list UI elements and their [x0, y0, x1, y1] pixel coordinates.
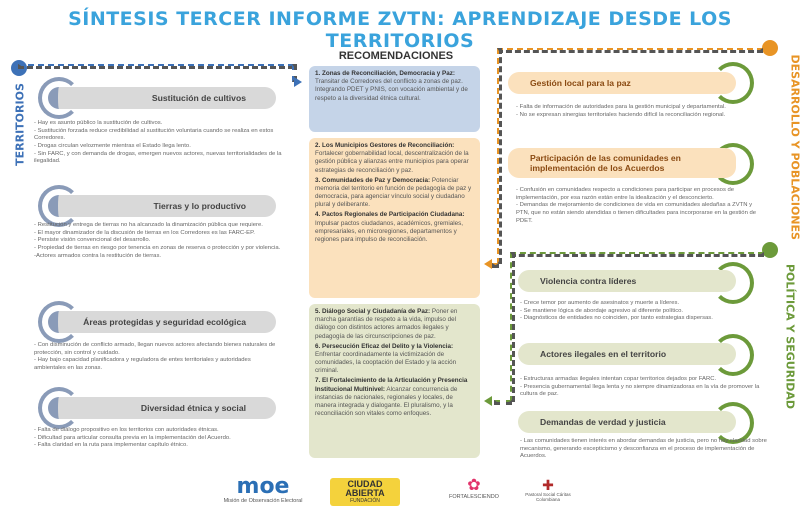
ciudad-abierta-name: CIUDAD ABIERTA — [345, 479, 385, 498]
moe-logo-subtitle: Misión de Observación Electoral — [223, 498, 303, 504]
rec-text: Impulsar pactos ciudadanos, académicos, gremiales, empresariales, en microregiones, departamentos y regiones para impulso de reconciliación. — [315, 219, 464, 243]
rec-text: Poner en marcha garantías de respeto a la vida, impulso del diálogo con distintos actores armados ilegales y pedagogía de las circunscripciones de paz. — [315, 308, 458, 340]
politica-arrow — [484, 396, 492, 406]
bullet: - Sustitución forzada reduce credibilidad al sustitución voluntaria cuando se realiza en estos Corredores. — [34, 127, 274, 142]
bar-label: Violencia contra líderes — [540, 276, 637, 286]
bar-sustitucion — [48, 87, 276, 109]
politica-dash-diag — [494, 400, 512, 405]
rec-heading: 4. Pactos Regionales de Participación Ciudadana: — [315, 211, 465, 219]
bullet: - No se expresan sinergias territoriales haciendo difícil la reconciliación regional. — [516, 111, 726, 118]
fortalesciendo-logo — [440, 478, 508, 500]
rec-text: Transitar de Corredores del conflicto a zonas de paz. Integrando PDET y PNIS, con vocación ambiental y de respeto a la diversidad étnica cultural. — [315, 78, 468, 102]
rec-text: Alcanzar concurrencia de instancias de nacionales, regionales y locales, de manera integrada y dialogante. El pluralismo, y la reconciliación son vitales como enfoques. — [315, 385, 458, 418]
bullets-diversidad — [34, 427, 282, 450]
pastoral-logo — [518, 478, 578, 502]
recommendation-box-green — [309, 304, 480, 458]
politica-label: POLÍTICA Y SEGURIDAD — [783, 263, 797, 410]
rec-text: Fortalecer gobernabilidad local, descentralización de la gestión pública y alianzas entre municipios para operar estrategias de reconciliación y paz. — [315, 150, 469, 174]
ciudad-abierta-logo — [330, 478, 400, 506]
bullet: - Presencia gubernamental llega lenta y no siempre dinamizadoras en la vía de promover la cultura de paz. — [520, 383, 760, 398]
bullet: - Las comunidades tienen interés en abordar demandas de justicia, pero no hay claridad sobre mecanismo, generando escepticismo y desconfianza en el proceso de implementación de Acuerdos. — [520, 438, 767, 460]
bullets-violencia — [520, 300, 760, 323]
bullet: - Falta de información de autoridades para la gestión municipal y departamental. — [516, 104, 726, 110]
fortalesciendo-name: FORTALESCIENDO — [449, 494, 499, 500]
bullet: - Falta claridad en la ruta para implementar capítulo étnico. — [34, 442, 188, 449]
bar-demandas — [518, 411, 736, 433]
bullet: - Hay es asunto público la sustitución de cultivos. — [34, 120, 163, 126]
bullets-demandas — [520, 438, 770, 461]
desarrollo-dash-top — [497, 48, 763, 53]
bullets-sustitucion — [34, 120, 282, 166]
rec-heading: 3. Comunidades de Paz y Democracia: — [315, 176, 431, 184]
bar-participacion — [508, 148, 736, 178]
bar-label: Áreas protegidas y seguridad ecológica — [83, 317, 246, 327]
bullets-gestion — [516, 104, 766, 119]
bullet: - Crece temor por aumento de asesinatos y muerte a líderes. — [520, 300, 680, 306]
cross-icon: ✚ — [542, 477, 554, 493]
bullets-tierras — [34, 222, 282, 260]
bar-areas — [48, 311, 276, 333]
bar-label: Diversidad étnica y social — [140, 403, 246, 413]
bullet: - El mayor dinamizador de la discusión de tierras en los Corredores es las FARC-EP. — [34, 229, 255, 236]
bullet: - Sin FARC, y con demanda de drogas, emergen nuevos actores, nuevas territorialidades de la ilegalidad. — [34, 150, 282, 165]
flower-icon: ✿ — [467, 477, 481, 494]
bullets-participacion — [516, 187, 766, 225]
bullet: - Propiedad de tierras en riesgo por tenencia en zonas de reserva o protección y por violencia. — [34, 245, 281, 252]
bar-actores — [518, 343, 736, 365]
bullet: - Drogas circulan velozmente mientras el Estado llega lento. — [34, 143, 191, 150]
bar-label: Tierras y lo productivo — [153, 201, 246, 211]
recommendation-box-blue — [309, 66, 480, 132]
bar-gestion — [508, 72, 736, 94]
bullets-actores — [520, 376, 770, 399]
bar-label: Gestión local para la paz — [530, 78, 631, 88]
moe-logo — [208, 476, 318, 504]
bullet: - Demandas de mejoramiento de condiciones de vida en comunidades aledañas a ZVTN y PTN, que no están siendo atendidas o tienen dificultades para incorporarse en la gestión de PDET. — [516, 202, 757, 224]
bar-violencia — [518, 270, 736, 292]
bullet: - Dificultad para articular consulta previa en la implementación del Acuerdo. — [34, 434, 231, 441]
rec-heading: 5. Diálogo Social y Ciudadanía de Paz: — [315, 308, 431, 315]
bullet: - Persiste visión convencional del desarrollo. — [34, 237, 151, 244]
politica-dash-top — [510, 252, 764, 257]
bullet: -Actores armados contra la restitución de tierras. — [34, 252, 162, 259]
rec-heading: 7. El Fortalecimiento de la Articulación y Presencia Institucional Multinivel: — [315, 377, 468, 393]
bar-diversidad — [48, 397, 276, 419]
bullet: - Hay bajo capacidad planificadora y reguladora de entes territoriales y autoridades ambientales en las zonas. — [34, 357, 251, 372]
rec-heading: 6. Persecución Eficaz del Delito y la Violencia: — [315, 342, 454, 350]
desarrollo-dot — [762, 40, 778, 56]
rec-heading: 1. Zonas de Reconciliación, Democracia y Paz: — [315, 70, 455, 77]
politica-dot — [762, 242, 778, 258]
bar-tierras — [48, 195, 276, 217]
bullet: - Estructuras armadas ilegales intentan copar territorios dejados por FARC. — [520, 376, 717, 382]
politica-dash-down — [510, 252, 515, 402]
desarrollo-dash-horizontal — [492, 263, 499, 268]
bullet: - Confusión en comunidades respecto a condiciones para participar en procesos de implementación, por esa razón están entre la idealización y el desconcierto. — [516, 187, 735, 201]
territorios-arrow — [294, 77, 302, 87]
recommendation-box-orange — [309, 138, 480, 298]
bullet: - Se mantiene lógica de abordaje agresivo al diferente político. — [520, 307, 684, 314]
ciudad-abierta-subtitle: FUNDACIÓN — [350, 498, 380, 504]
bar-label: Actores ilegales en el territorio — [540, 349, 667, 359]
rec-text: Enfrentar coordinadamente la victimización de comunidades, la cooptación del Estado y la acción criminal. — [315, 350, 457, 375]
bullet: - Diagnósticos de entidades no coinciden, por tanto estrategias dispersas. — [520, 315, 713, 322]
bullet: - Con disminución de conflicto armado, llegan nuevos actores afectando bienes naturales de protección, sin control y cuidado. — [34, 342, 276, 356]
rec-text: Potenciar memoria del territorio en función de pedagogía de paz y democracia, para agenciar vínculo social y ciudadano plural y deliberante. — [315, 176, 472, 209]
moe-logo-name: moe — [236, 474, 290, 499]
bar-label: Demandas de verdad y justicia — [540, 417, 666, 427]
territorios-label: TERRITORIOS — [13, 83, 27, 166]
bullet: - Falta de diálogo propositivo en los territorios con autoridades étnicas. — [34, 427, 219, 433]
desarrollo-dash-down — [497, 48, 502, 264]
bar-label: Participación de las comunidades en implementación de los Acuerdos — [530, 152, 681, 173]
territorios-dash-line — [18, 64, 294, 69]
desarrollo-arrow — [484, 259, 492, 269]
desarrollo-label: DESARROLLO Y POBLACIONES — [788, 54, 802, 240]
page-title: SÍNTESIS TERCER INFORME ZVTN: APRENDIZAJE DESDE LOS TERRITORIOS — [68, 8, 732, 52]
rec-heading: 2. Los Municipios Gestores de Reconciliación: — [315, 142, 455, 149]
recommendations-title: RECOMENDACIONES — [338, 50, 454, 62]
bullet: - Restitución y entrega de tierras no ha alcanzado la dinamización pública que requiere. — [34, 222, 263, 228]
pastoral-name: Pastoral Social Cáritas Colombiana — [525, 492, 571, 502]
bullets-areas — [34, 342, 282, 373]
bar-label: Sustitución de cultivos — [151, 93, 246, 103]
